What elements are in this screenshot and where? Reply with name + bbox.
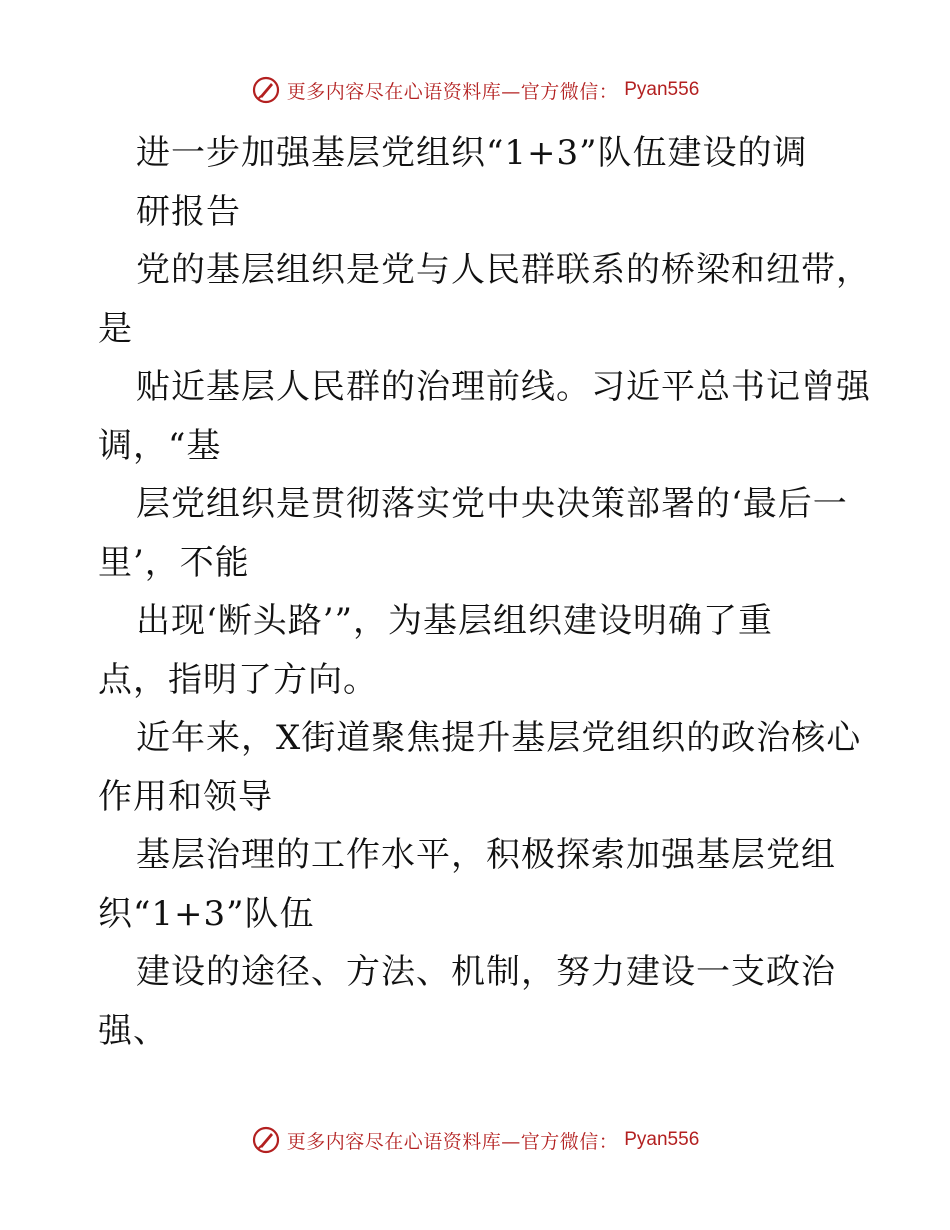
text-line: 强、	[98, 1010, 168, 1051]
text-line: 出现‘断头路’”，为基层组织建设明确了重	[136, 601, 773, 641]
text-line: 作用和领导	[98, 776, 273, 817]
text-line: 调，“基	[98, 425, 222, 466]
text-line: 层党组织是贯彻落实党中央决策部署的‘最后一	[136, 484, 848, 524]
text-line: 进一步加强基层党组织“1+3”队伍建设的调	[136, 133, 808, 173]
watermark-text: 更多内容尽在心语资料库—官方微信：	[286, 80, 619, 103]
quill-logo-icon	[251, 1125, 281, 1155]
text-line: 基层治理的工作水平，积极探索加强基层党组	[136, 835, 836, 875]
watermark-id: Pyan556	[624, 1129, 700, 1150]
text-line: 里’，不能	[98, 542, 250, 583]
watermark-id: Pyan556	[624, 79, 700, 100]
footer-watermark	[0, 1120, 950, 1160]
text-line: 点，指明了方向。	[98, 659, 378, 700]
text-line: 近年来，X街道聚焦提升基层党组织的政治核心	[136, 718, 862, 758]
text-line: 是	[98, 308, 133, 349]
quill-logo-icon	[251, 75, 281, 105]
document-body	[98, 124, 871, 1060]
watermark-text: 更多内容尽在心语资料库—官方微信：	[286, 1130, 619, 1153]
text-line: 织“1+3”队伍	[98, 893, 315, 934]
text-line: 研报告	[136, 191, 241, 232]
text-line: 贴近基层人民群的治理前线。习近平总书记曾强	[136, 367, 871, 407]
header-watermark	[0, 70, 950, 110]
text-line: 党的基层组织是党与人民群联系的桥梁和纽带，	[136, 250, 871, 290]
text-line: 建设的途径、方法、机制，努力建设一支政治	[136, 952, 836, 992]
